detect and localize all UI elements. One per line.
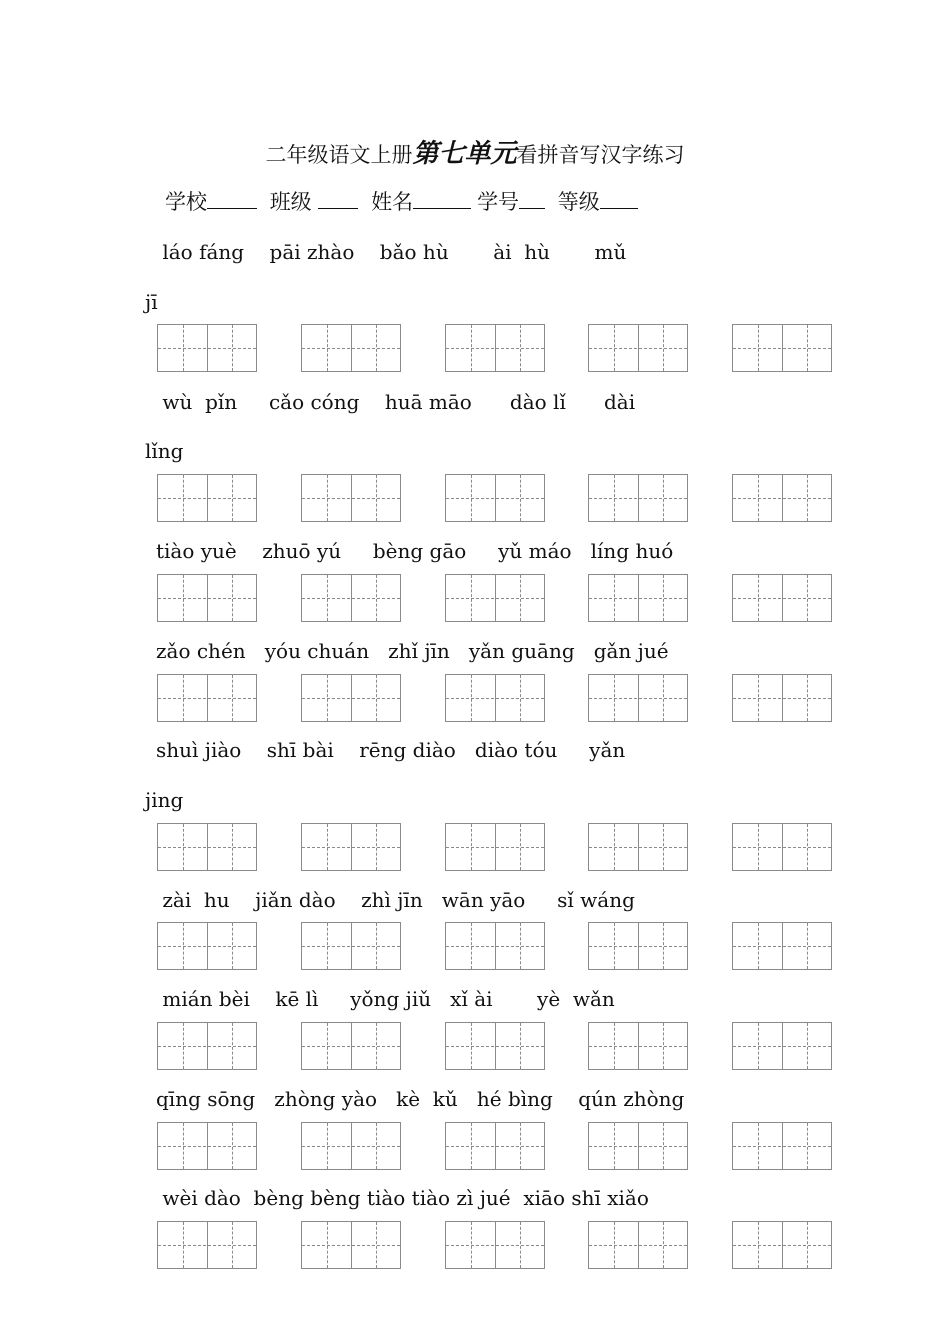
pinyin-line: láo fáng pāi zhào bǎo hù ài hù mǔ	[156, 240, 627, 264]
pinyin-line: wù pǐn cǎo cóng huā māo dào lǐ dài	[156, 390, 636, 414]
writing-box[interactable]	[301, 324, 401, 372]
writing-box[interactable]	[157, 474, 257, 522]
writing-box[interactable]	[301, 1122, 401, 1170]
writing-box[interactable]	[445, 574, 545, 622]
writing-box[interactable]	[301, 674, 401, 722]
writing-box[interactable]	[445, 1122, 545, 1170]
writing-box[interactable]	[157, 922, 257, 970]
writing-box[interactable]	[588, 1122, 688, 1170]
writing-box[interactable]	[588, 574, 688, 622]
pinyin-line: wèi dào bèng bèng tiào tiào zì jué xiāo shī xiǎo	[156, 1186, 649, 1210]
pinyin-line: lǐng	[145, 439, 184, 463]
writing-box[interactable]	[588, 823, 688, 871]
pinyin-line: mián bèi kē lì yǒng jiǔ xǐ ài yè wǎn	[156, 987, 615, 1011]
writing-box[interactable]	[732, 674, 832, 722]
writing-box[interactable]	[588, 1022, 688, 1070]
writing-box[interactable]	[445, 674, 545, 722]
writing-box[interactable]	[301, 574, 401, 622]
pinyin-line: tiào yuè zhuō yú bèng gāo yǔ máo líng huó	[156, 539, 674, 563]
title-prefix: 二年级语文上册	[265, 143, 413, 167]
worksheet-title	[0, 133, 950, 170]
writing-box[interactable]	[732, 574, 832, 622]
writing-box[interactable]	[732, 1221, 832, 1269]
pinyin-line: shuì jiào shī bài rēng diào diào tóu yǎn	[156, 738, 626, 762]
student-no-label: 学号	[477, 190, 520, 214]
writing-box[interactable]	[732, 922, 832, 970]
grade-blank[interactable]	[600, 188, 638, 209]
title-suffix: 看拼音写汉字练习	[516, 143, 685, 167]
title-unit: 第七单元	[412, 139, 517, 169]
pinyin-line: jing	[145, 788, 184, 812]
writing-box[interactable]	[157, 674, 257, 722]
writing-box[interactable]	[301, 1022, 401, 1070]
writing-box[interactable]	[445, 823, 545, 871]
writing-box[interactable]	[301, 1221, 401, 1269]
writing-box[interactable]	[732, 1022, 832, 1070]
writing-box[interactable]	[732, 1122, 832, 1170]
school-label: 学校	[165, 190, 207, 214]
writing-box[interactable]	[445, 324, 545, 372]
writing-box[interactable]	[588, 324, 688, 372]
writing-box[interactable]	[732, 324, 832, 372]
class-blank[interactable]	[318, 188, 358, 209]
name-blank[interactable]	[413, 188, 471, 209]
pinyin-line: jī	[145, 290, 158, 314]
pinyin-line: zài hu jiǎn dào zhì jīn wān yāo sǐ wáng	[156, 888, 635, 912]
writing-box[interactable]	[732, 474, 832, 522]
writing-box[interactable]	[157, 1221, 257, 1269]
writing-box[interactable]	[301, 823, 401, 871]
writing-box[interactable]	[732, 823, 832, 871]
writing-box[interactable]	[445, 922, 545, 970]
writing-box[interactable]	[445, 1221, 545, 1269]
writing-box[interactable]	[445, 474, 545, 522]
student-no-blank[interactable]	[519, 188, 545, 209]
writing-box[interactable]	[157, 574, 257, 622]
writing-box[interactable]	[157, 324, 257, 372]
writing-box[interactable]	[301, 474, 401, 522]
writing-box[interactable]	[301, 922, 401, 970]
class-label: 班级	[269, 190, 312, 214]
pinyin-line: qīng sōng zhòng yào kè kǔ hé bìng qún zhòng	[156, 1087, 685, 1111]
name-label: 姓名	[371, 190, 414, 214]
grade-label: 等级	[557, 190, 600, 214]
student-info-line	[165, 186, 644, 216]
pinyin-line: zǎo chén yóu chuán zhǐ jīn yǎn guāng gǎn jué	[156, 639, 669, 663]
writing-box[interactable]	[588, 674, 688, 722]
writing-box[interactable]	[445, 1022, 545, 1070]
writing-box[interactable]	[157, 823, 257, 871]
writing-box[interactable]	[588, 922, 688, 970]
school-blank[interactable]	[207, 188, 257, 209]
writing-box[interactable]	[157, 1122, 257, 1170]
writing-box[interactable]	[588, 1221, 688, 1269]
writing-box[interactable]	[157, 1022, 257, 1070]
writing-box[interactable]	[588, 474, 688, 522]
